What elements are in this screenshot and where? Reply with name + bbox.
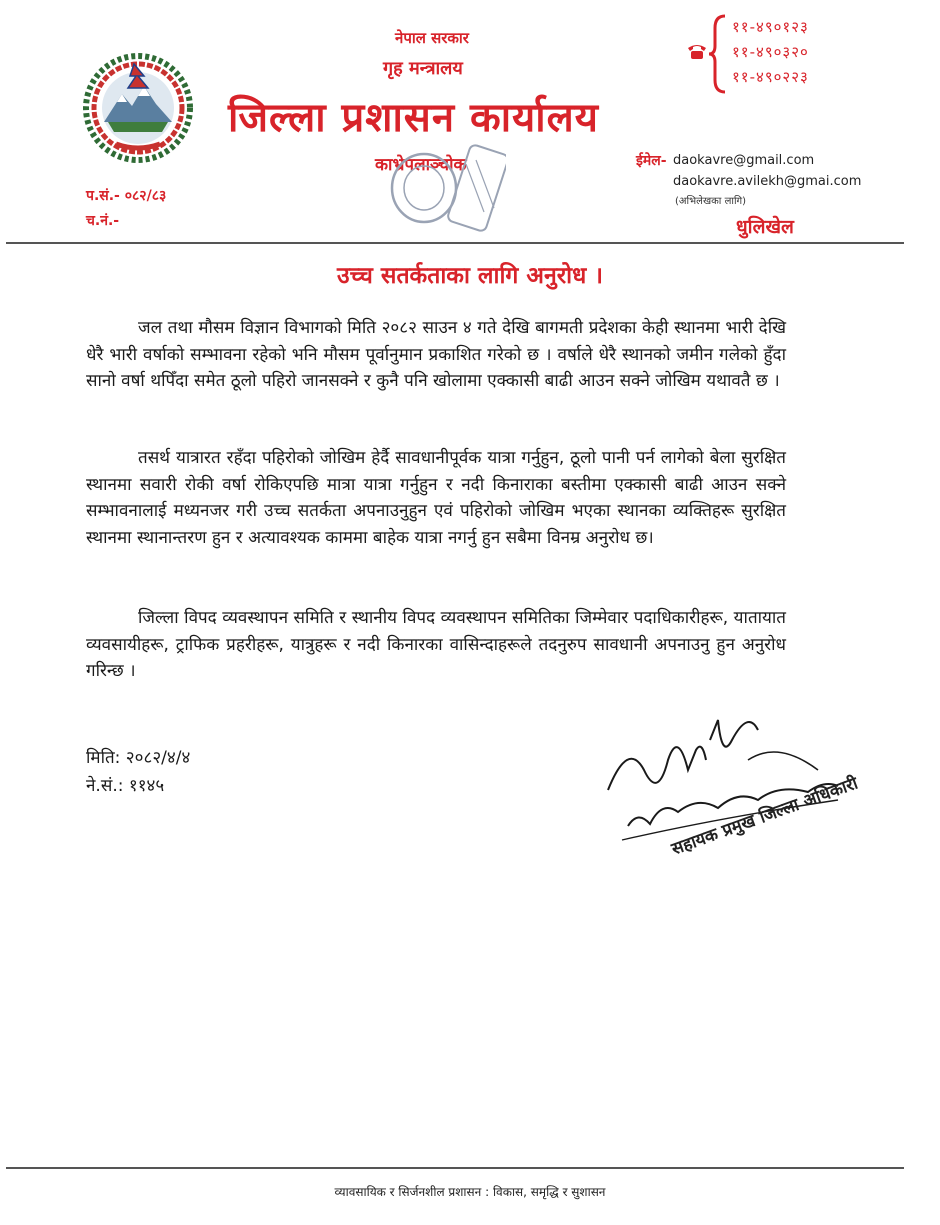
footer-motto: व्यावसायिक र सिर्जनशील प्रशासन : विकास, समृद्धि र सुशासन [334,1185,606,1199]
signer-title: सहायक प्रमुख जिल्ला अधिकारी [669,773,861,860]
paragraph-3 [86,605,786,685]
government-name: नेपाल सरकार [395,29,469,47]
phone-number: ११-४९०३२० [732,43,809,61]
phone-list [732,15,809,90]
phone-brace-icon [707,14,729,94]
paragraph-2 [86,445,786,551]
reference-number: प.सं.- ०८२/८३ [86,188,167,204]
email-primary: daokavre@gmail.com [673,153,815,168]
header-divider [6,242,904,244]
ministry-name: गृह मन्त्रालय [383,58,463,79]
city-name: धुलिखेल [736,216,794,238]
email-label: ईमेल- [636,153,667,169]
email-archive-note: (अभिलेखका लागि) [675,196,747,207]
nepal-sambat-date: ने.सं.: ११४५ [86,776,165,796]
paragraph-text: जल तथा मौसम विज्ञान विभागको मिति २०८२ साउन ४ गते देखि बागमती प्रदेशका केही स्थानमा भारी देखि धेरै भारी वर्षाको सम्भावना रहेको भनि मौसम पूर्वानुमान प्रकाशित गरेको छ । वर्षाले धेरै स्थानको जमीन गलेको हुँदा सानो वर्षा थपिँदा समेत ठूलो पहिरो जानसक्ने र कुनै पनि खोलामा एक्कासी बाढी आउन सक्ने जोखिम यथावतै छ । [86,318,786,392]
district-name: काभ्रेपलाञ्चोक [375,155,467,175]
letter-date: मिति: २०८२/४/४ [86,748,191,768]
phone-number: ११-४९०१२३ [732,18,809,36]
telephone-icon [686,40,708,62]
dispatch-number: च.नं.- [86,213,120,229]
footer-divider [6,1167,904,1169]
phone-number: ११-४९०२२३ [732,68,809,86]
nepal-emblem-icon [82,52,194,164]
office-stamp-icon [384,138,506,238]
office-title: जिल्ला प्रशासन कार्यालय [228,95,599,141]
paragraph-1 [86,315,786,395]
email-archive: daokavre.avilekh@gmai.com [673,174,862,189]
paragraph-text: तसर्थ यात्रारत रहँदा पहिरोको जोखिम हेर्दै सावधानीपूर्वक यात्रा गर्नुहुन, ठूलो पानी पर्न लागेको बेला सुरक्षित स्थानमा सवारी रोकी वर्षा रोकिएपछि मात्रा यात्रा गर्नुहुन र नदी किनाराका बस्तीमा एक्कासी बाढी आउन सक्ने सम्भावनालाई मध्यनजर गरी उच्च सतर्कता अपनाउनुहुन एवं पहिरोको जोखिम भएका स्थानका व्यक्तिहरू सुरक्षित स्थानमा स्थानान्तरण हुन र अत्यावश्यक काममा बाहेक यात्रा नगर्नु हुन सबैमा विनम्र अनुरोध छ। [86,448,786,548]
paragraph-text: जिल्ला विपद व्यवस्थापन समिति र स्थानीय विपद व्यवस्थापन समितिका जिम्मेवार पदाधिकारीहरू, यातायात व्यवसायीहरू, ट्राफिक प्रहरीहरू, यात्रुहरू र नदी किनारका वासिन्दाहरूले तदनुरुप सावधानी अपनाउनु हुन अनुरोध गरिन्छ । [86,608,786,682]
letter-subject: उच्च सतर्कताका लागि अनुरोध । [337,263,603,289]
